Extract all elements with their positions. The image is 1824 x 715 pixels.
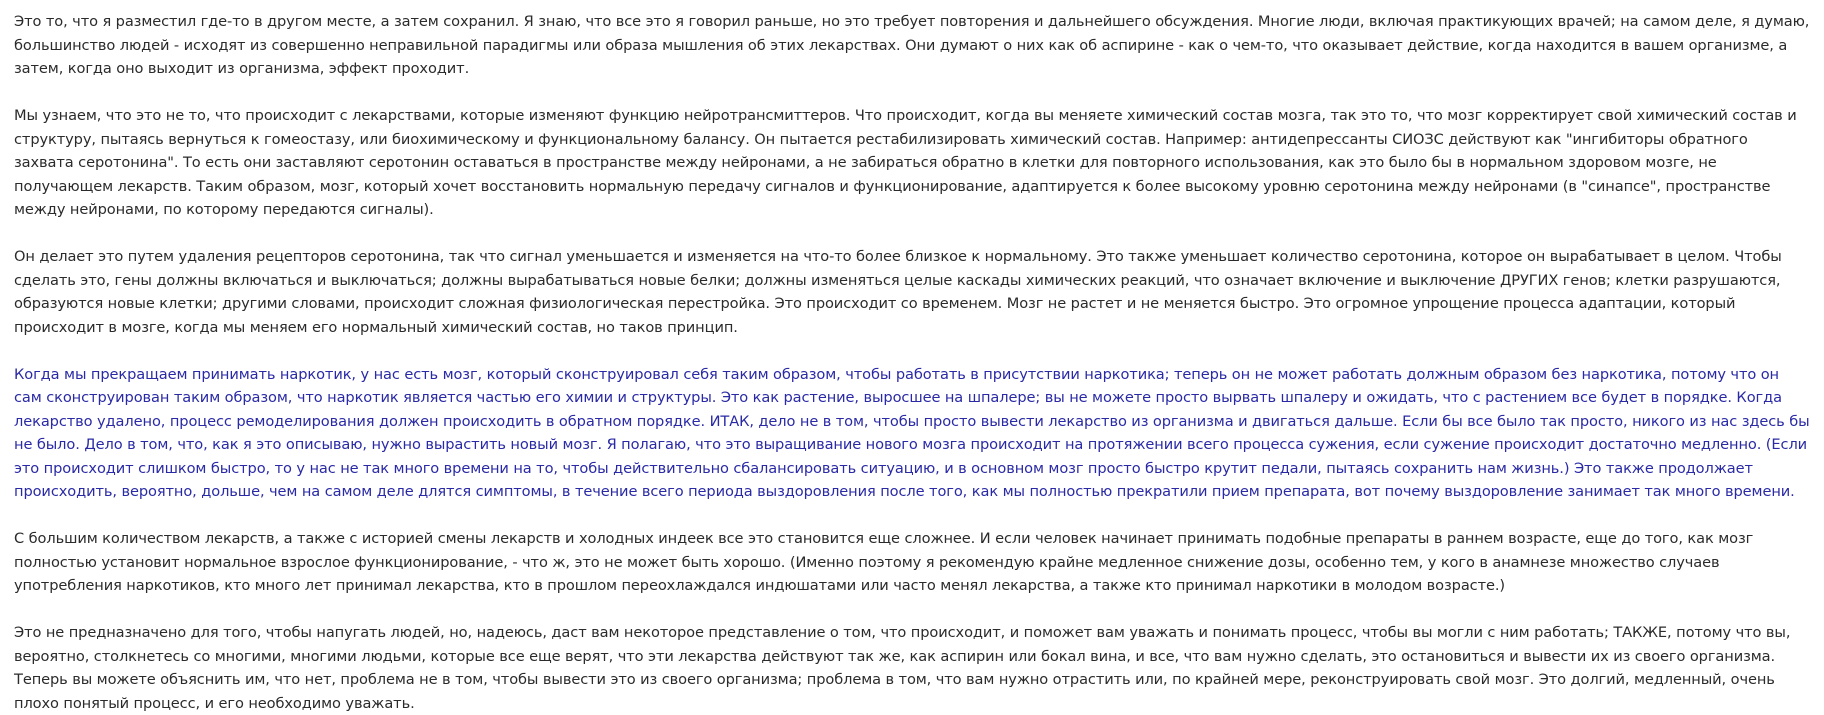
paragraph-3: Он делает это путем удаления рецепторов серотонина, так что сигнал уменьшается и изменяется на что-то более близкое к нормальному. Это также уменьшает количество серотонина, которое он вырабатывает в целом. Чтобы сделать это, гены должны включаться и выключаться; должны вырабатываться новые белки; должны изменяться целые каскады химических реакций, что означает включение и выключение ДРУГИХ генов; клетки разрушаются, образуются новые клетки; другими словами, происходит сложная физиологическая перестройка. Это происходит со временем. Мозг не растет и не меняется быстро. Это огромное упрощение процесса адаптации, который происходит в мозге, когда мы меняем его нормальный химический состав, но таков принцип. xyxy=(14,248,1782,336)
highlighted-paragraph: Когда мы прекращаем принимать наркотик, у нас есть мозг, который сконструировал себя таким образом, чтобы работать в присутствии наркотика; теперь он не может работать должным образом без наркотика, потому что он сам сконструирован таким образом, что наркотик является частью его химии и структуры. Это как растение, выросшее на шпалере; вы не можете просто вырвать шпалеру и ожидать, что с растением все будет в порядке. Когда лекарство удалено, процесс ремоделирования должен происходить в обратном порядке. ИТАК, дело не в том, чтобы просто вывести лекарство из организма и двигаться дальше. Если бы все было так просто, никого из нас здесь бы не было. Дело в том, что, как я это описываю, нужно вырастить новый мозг. Я полагаю, что это выращивание нового мозга происходит на протяжении всего процесса сужения, если сужение происходит достаточно медленно. (Если это происходит слишком быстро, то у нас не так много времени на то, чтобы действительно сбалансировать ситуацию, и в основном мозг просто быстро крутит педали, пытаясь сохранить нам жизнь.) Это также продолжает происходить, вероятно, дольше, чем на самом деле длятся симптомы, в течение всего периода выздоровления после того, как мы полностью прекратили прием препарата, вот почему выздоровление занимает так много времени. xyxy=(14,365,1810,500)
paragraph-1: Это то, что я разместил где-то в другом месте, а затем сохранил. Я знаю, что все это я говорил раньше, но это требует повторения и дальнейшего обсуждения. Многие люди, включая практикующих врачей; на самом деле, я думаю, большинство людей - исходят из совершенно неправильной парадигмы или образа мышления об этих лекарствах. Они думают о них как об аспирине - как о чем-то, что оказывает действие, когда находится в вашем организме, а затем, когда оно выходит из организма, эффект проходит. xyxy=(14,13,1810,77)
paragraph-6: Это не предназначено для того, чтобы напугать людей, но, надеюсь, даст вам некоторое представление о том, что происходит, и поможет вам уважать и понимать процесс, чтобы вы могли с ним работать; ТАКЖЕ, потому что вы, вероятно, столкнетесь со многими, многими людьми, которые все еще верят, что эти лекарства действуют так же, как аспирин или бокал вина, и все, что вам нужно сделать, это остановиться и вывести их из своего организма. Теперь вы можете объяснить им, что нет, проблема не в том, чтобы вывести это из своего организма; проблема в том, что вам нужно отрастить или, по крайней мере, реконструировать свой мозг. Это долгий, медленный, очень плохо понятый процесс, и его необходимо уважать. xyxy=(14,624,1791,712)
paragraph-2: Мы узнаем, что это не то, что происходит с лекарствами, которые изменяют функцию нейротрансмиттеров. Что происходит, когда вы меняете химический состав мозга, так это то, что мозг корректирует свой химический состав и структуру, пытаясь вернуться к гомеостазу, или биохимическому и функциональному балансу. Он пытается рестабилизировать химический состав. Например: антидепрессанты СИОЗС действуют как "ингибиторы обратного захвата серотонина". То есть они заставляют серотонин оставаться в пространстве между нейронами, а не забираться обратно в клетки для повторного использования, как это было бы в нормальном здоровом мозге, не получающем лекарств. Таким образом, мозг, который хочет восстановить нормальную передачу сигналов и функционирование, адаптируется к более высокому уровню серотонина между нейронами (в "синапсе", пространстве между нейронами, по которому передаются сигналы). xyxy=(14,107,1797,218)
paragraph-5: С большим количеством лекарств, а также с историей смены лекарств и холодных индеек все это становится еще сложнее. И если человек начинает принимать подобные препараты в раннем возрасте, еще до того, как мозг полностью установит нормальное взрослое функционирование, - что ж, это не может быть хорошо. (Именно поэтому я рекомендую крайне медленное снижение дозы, особенно тем, у кого в анамнезе множество случаев употребления наркотиков, кто много лет принимал лекарства, кто в прошлом переохлаждался индюшатами или часто менял лекарства, а также кто принимал наркотики в молодом возрасте.) xyxy=(14,530,1754,594)
